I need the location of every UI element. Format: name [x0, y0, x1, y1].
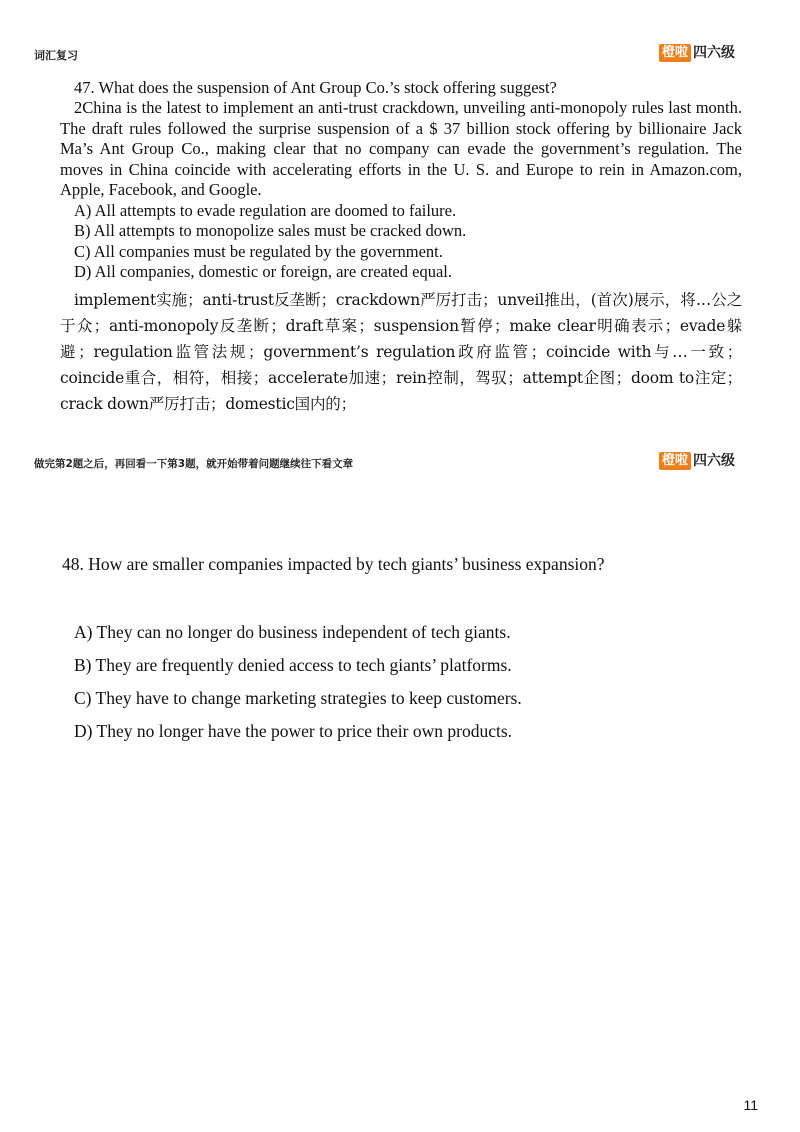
question-48-option-c: C) They have to change marketing strategies to keep customers.	[74, 688, 522, 708]
question-47-option-d: D) All companies, domestic or foreign, are created equal.	[74, 262, 452, 281]
brand-mark: 橙啦	[659, 44, 691, 62]
brand-text: 四六级	[693, 453, 736, 469]
question-47-option-a: A) All attempts to evade regulation are doomed to failure.	[74, 200, 457, 220]
brand-logo	[659, 44, 735, 62]
question-48-option-a: A) They can no longer do business independent of tech giants.	[74, 622, 511, 642]
question-48-title: 48. How are smaller companies impacted by tech giants’ business expansion?	[62, 554, 605, 574]
question-47-block	[60, 78, 742, 417]
brand-mark: 橙啦	[659, 452, 691, 470]
brand-logo-mid	[659, 452, 735, 470]
question-48-options	[74, 621, 522, 753]
question-47-option-c: C) All companies must be regulated by the government.	[74, 241, 443, 261]
question-48-option-d: D) They no longer have the power to price their own products.	[74, 721, 513, 741]
brand-text: 四六级	[693, 45, 736, 61]
question-48-option-b: B) They are frequently denied access to tech giants’ platforms.	[74, 655, 512, 675]
reading-tip: 做完第2题之后，再回看一下第3题，就开始带着问题继续往下看文章	[34, 458, 354, 470]
question-47-passage: 2China is the latest to implement an anti-trust crackdown, unveiling anti-monopoly rules last month. The draft rules followed the surprise suspension of a $ 37 billion stock offering by billionaire Jack Ma’s Ant Group Co., making clear that no company can evade the government’s regulation. The moves in China coincide with accelerating efforts in the U. S. and Europe to rein in Amazon.com, Apple, Facebook, and Google.	[60, 98, 742, 199]
vocabulary-notes: implement实施；anti-trust反垄断；crackdown严厉打击；unveil推出，(首次)展示，将…公之于众；anti-monopoly反垄断；draft草案；suspension暂停；make clear明确表示；evade躲避；regulation监管法规；government’s regulation政府监管；coincide with与…一致；coincide重合，相符，相接；accelerate加速；rein控制，驾驭；attempt企图；doom to注定；crack down严厉打击；domestic国内的；	[60, 290, 742, 413]
question-47-title: 47. What does the suspension of Ant Group Co.’s stock offering suggest?	[74, 78, 557, 97]
page-number: 11	[743, 1097, 758, 1113]
question-47-option-b: B) All attempts to monopolize sales must be cracked down.	[74, 221, 467, 240]
header-section-label: 词汇复习	[34, 49, 78, 62]
